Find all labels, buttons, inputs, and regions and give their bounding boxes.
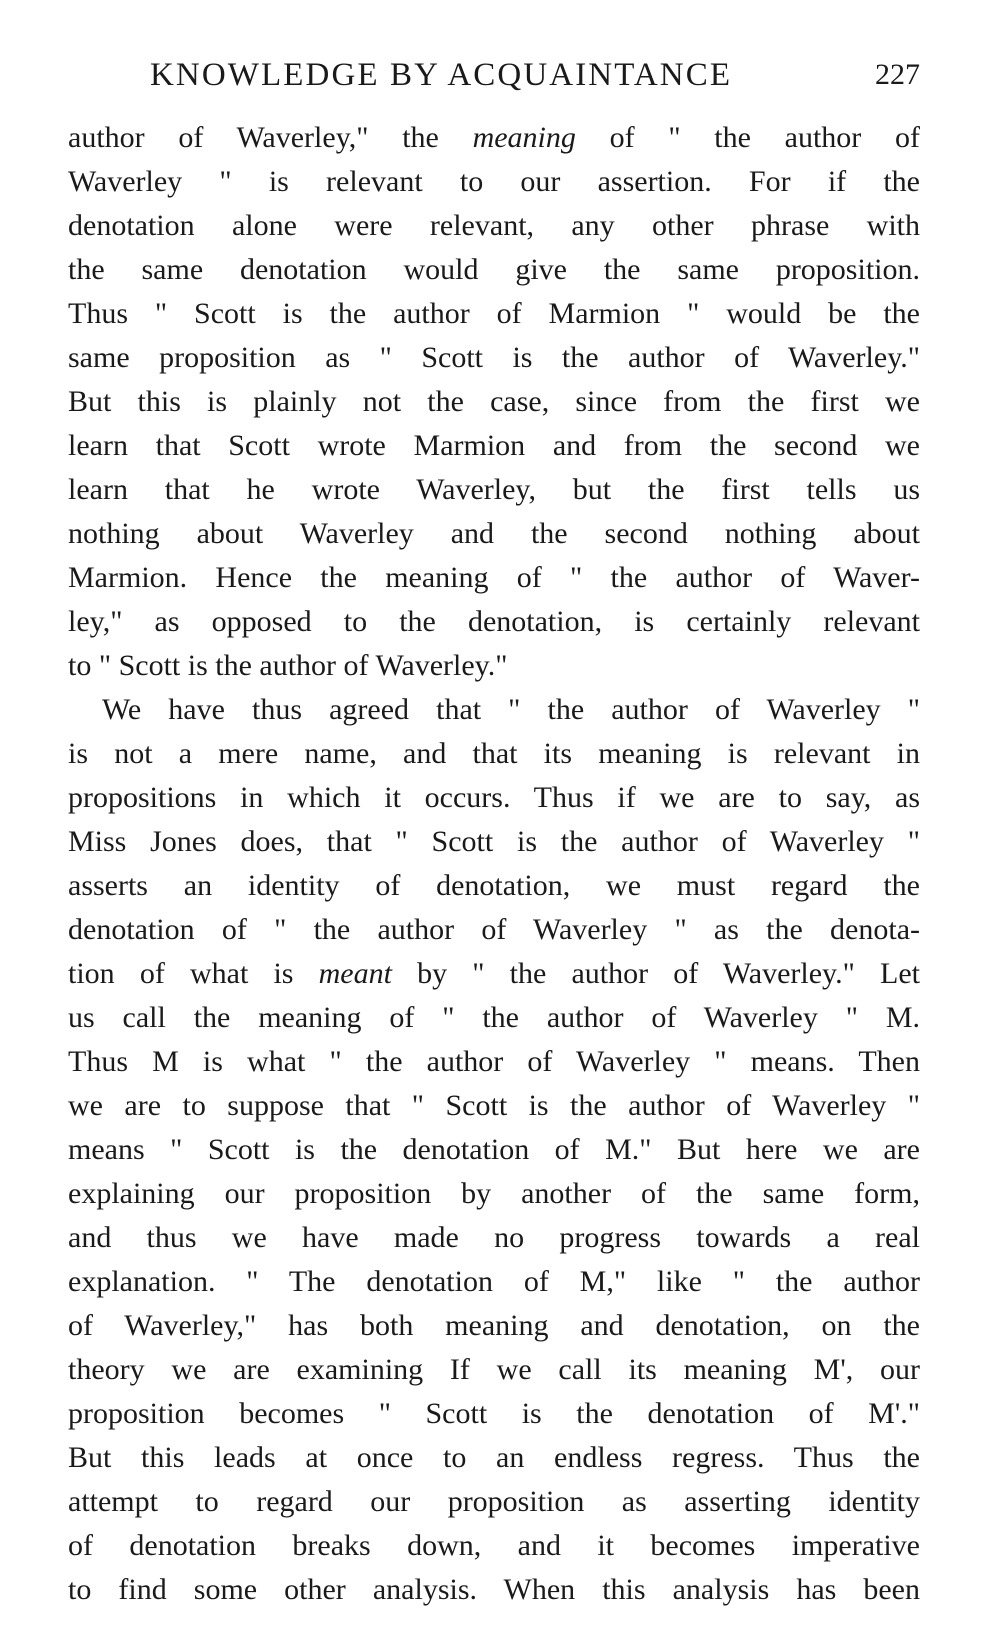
text-segment: denotation alone were relevant, any other phrase with xyxy=(68,209,920,242)
italic-text: meaning xyxy=(472,121,576,154)
paragraph xyxy=(68,116,920,688)
text-segment: tion of what is xyxy=(68,957,319,990)
text-segment: explaining our proposition by another of the same form, xyxy=(68,1177,920,1210)
text-segment: by " the author of Waverley." Let xyxy=(391,957,920,990)
text-line xyxy=(68,820,920,864)
text-line xyxy=(68,1084,920,1128)
text-segment: We have thus agreed that " the author of Waverley " xyxy=(102,693,920,726)
text-line xyxy=(68,1128,920,1172)
text-segment: But this leads at once to an endless regress. Thus the xyxy=(68,1441,920,1474)
text-line xyxy=(68,1216,920,1260)
text-segment: proposition becomes " Scott is the denotation of M'." xyxy=(68,1397,920,1430)
text-segment: explanation. " The denotation of M," like " the author xyxy=(68,1265,920,1298)
text-line xyxy=(68,600,920,644)
text-segment: learn that he wrote Waverley, but the first tells us xyxy=(68,473,920,506)
text-segment: propositions in which it occurs. Thus if we are to say, as xyxy=(68,781,920,814)
text-line xyxy=(68,1260,920,1304)
text-segment: But this is plainly not the case, since from the first we xyxy=(68,385,920,418)
text-segment: theory we are examining If we call its meaning M', our xyxy=(68,1353,920,1386)
text-segment: and thus we have made no progress towards a real xyxy=(68,1221,920,1254)
text-line xyxy=(68,160,920,204)
text-segment: Thus " Scott is the author of Marmion " would be the xyxy=(68,297,920,330)
text-line xyxy=(68,1040,920,1084)
text-line xyxy=(68,952,920,996)
text-line xyxy=(68,204,920,248)
text-segment: of denotation breaks down, and it becomes imperative xyxy=(68,1529,920,1562)
text-segment: nothing about Waverley and the second nothing about xyxy=(68,517,920,550)
text-line xyxy=(68,1392,920,1436)
text-line xyxy=(68,116,920,160)
text-line xyxy=(68,1568,920,1612)
text-line xyxy=(68,688,920,732)
text-segment: Miss Jones does, that " Scott is the author of Waverley " xyxy=(68,825,920,858)
text-line xyxy=(68,732,920,776)
italic-text: meant xyxy=(318,957,392,990)
text-line xyxy=(68,1172,920,1216)
text-segment: is not a mere name, and that its meaning is relevant in xyxy=(68,737,920,770)
text-segment: author of Waverley," the xyxy=(68,121,473,154)
text-line xyxy=(68,556,920,600)
text-line xyxy=(68,864,920,908)
text-segment: same proposition as " Scott is the author of Waverley." xyxy=(68,341,920,374)
text-line xyxy=(68,292,920,336)
running-title: KNOWLEDGE BY ACQUAINTANCE xyxy=(150,57,733,93)
text-line xyxy=(68,380,920,424)
text-line xyxy=(68,996,920,1040)
text-segment: of " the author of xyxy=(575,121,920,154)
running-head xyxy=(68,52,920,98)
text-segment: to find some other analysis. When this analysis has been xyxy=(68,1573,920,1606)
text-segment: attempt to regard our proposition as asserting identity xyxy=(68,1485,920,1518)
text-segment: of Waverley," has both meaning and denotation, on the xyxy=(68,1309,920,1342)
text-segment: to " Scott is the author of Waverley." xyxy=(68,649,508,682)
text-line xyxy=(68,1348,920,1392)
text-segment: us call the meaning of " the author of Waverley " M. xyxy=(68,1001,920,1034)
page-number: 227 xyxy=(875,58,920,91)
text-segment: learn that Scott wrote Marmion and from the second we xyxy=(68,429,920,462)
text-line xyxy=(68,424,920,468)
text-segment: Thus M is what " the author of Waverley " means. Then xyxy=(68,1045,920,1078)
text-segment: ley," as opposed to the denotation, is certainly relevant xyxy=(68,605,920,638)
text-segment: Waverley " is relevant to our assertion. For if the xyxy=(68,165,920,198)
text-line xyxy=(68,248,920,292)
text-segment: asserts an identity of denotation, we must regard the xyxy=(68,869,920,902)
text-line xyxy=(68,1480,920,1524)
text-segment: Marmion. Hence the meaning of " the author of Waver- xyxy=(68,561,920,594)
text-line xyxy=(68,1524,920,1568)
text-segment: we are to suppose that " Scott is the author of Waverley " xyxy=(68,1089,920,1122)
text-line xyxy=(68,1436,920,1480)
text-line xyxy=(68,512,920,556)
text-line xyxy=(68,468,920,512)
text-segment: the same denotation would give the same proposition. xyxy=(68,253,920,286)
text-line xyxy=(68,908,920,952)
paragraph xyxy=(68,688,920,1612)
text-line xyxy=(68,336,920,380)
text-line xyxy=(68,1304,920,1348)
text-line xyxy=(68,776,920,820)
body-text xyxy=(68,116,920,1612)
text-segment: means " Scott is the denotation of M." But here we are xyxy=(68,1133,920,1166)
text-segment: denotation of " the author of Waverley " as the denota- xyxy=(68,913,920,946)
text-line xyxy=(68,644,920,688)
